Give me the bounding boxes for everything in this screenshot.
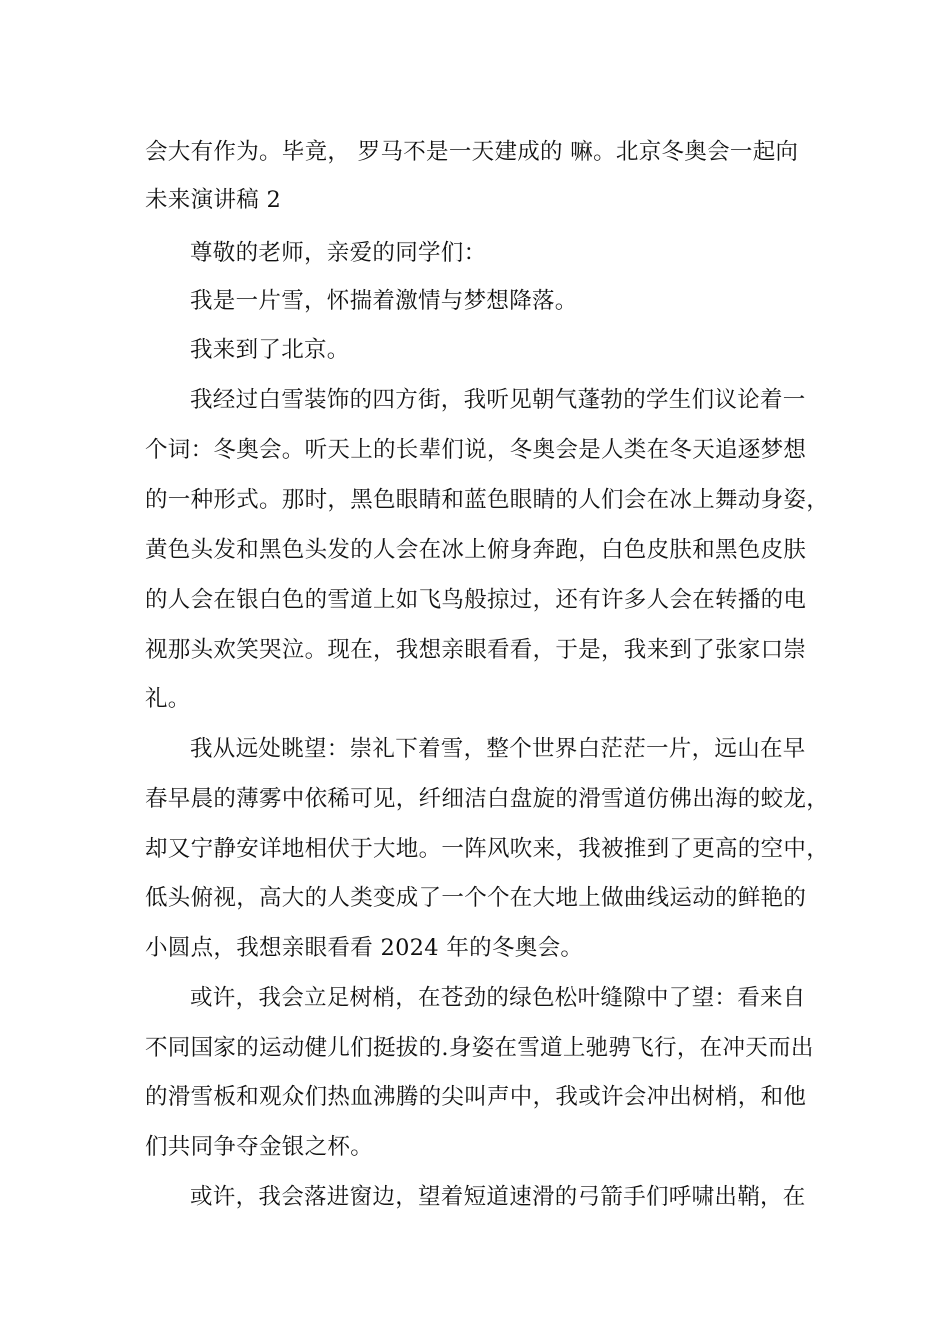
- paragraph-line: 我是一片雪，怀揣着激情与梦想降落。: [190, 288, 578, 314]
- paragraph-line: 不同国家的运动健儿们挺拔的.身姿在雪道上驰骋飞行，在冲天而出: [145, 1035, 814, 1061]
- paragraph-line: 的滑雪板和观众们热血沸腾的尖叫声中，我或许会冲出树梢，和他: [145, 1084, 807, 1110]
- paragraph-line: 的一种形式。那时，黑色眼睛和蓝色眼睛的人们会在冰上舞动身姿，: [145, 487, 830, 513]
- paragraph-line: 礼。: [145, 686, 191, 712]
- paragraph-line: 小圆点，我想亲眼看看 2024 年的冬奥会。: [145, 935, 584, 961]
- salutation: 尊敬的老师，亲爱的同学们：: [190, 240, 487, 266]
- paragraph-line: 春早晨的薄雾中依稀可见，纤细洁白盘旋的滑雪道仿佛出海的蛟龙，: [145, 786, 830, 812]
- paragraph-line: 低头俯视，高大的人类变成了一个个在大地上做曲线运动的鲜艳的: [145, 885, 807, 911]
- paragraph-line: 我来到了北京。: [190, 337, 350, 363]
- paragraph-line: 黄色头发和黑色头发的人会在冰上俯身奔跑，白色皮肤和黑色皮肤: [145, 537, 807, 563]
- paragraph-line: 或许，我会立足树梢，在苍劲的绿色松叶缝隙中了望：看来自: [190, 985, 806, 1011]
- paragraph-line: 或许，我会落进窗边，望着短道速滑的弓箭手们呼啸出鞘，在: [190, 1184, 806, 1210]
- paragraph-line: 我从远处眺望：崇礼下着雪，整个世界白茫茫一片，远山在早: [190, 736, 806, 762]
- paragraph-line: 却又宁静安详地相伏于大地。一阵风吹来，我被推到了更高的空中，: [145, 836, 830, 862]
- paragraph-line: 个词：冬奥会。听天上的长辈们说，冬奥会是人类在冬天追逐梦想: [145, 437, 807, 463]
- paragraph-line: 我经过白雪装饰的四方街，我听见朝气蓬勃的学生们议论着一: [190, 387, 806, 413]
- text-line: 未来演讲稿 2: [145, 187, 282, 213]
- text-line: 会大有作为。毕竟， 罗马不是一天建成的 嘛。北京冬奥会一起向: [145, 139, 799, 165]
- paragraph-line: 的人会在银白色的雪道上如飞鸟般掠过，还有许多人会在转播的电: [145, 587, 807, 613]
- paragraph-line: 视那头欢笑哭泣。现在，我想亲眼看看，于是，我来到了张家口崇: [145, 637, 807, 663]
- paragraph-line: 们共同争夺金银之杯。: [145, 1134, 374, 1160]
